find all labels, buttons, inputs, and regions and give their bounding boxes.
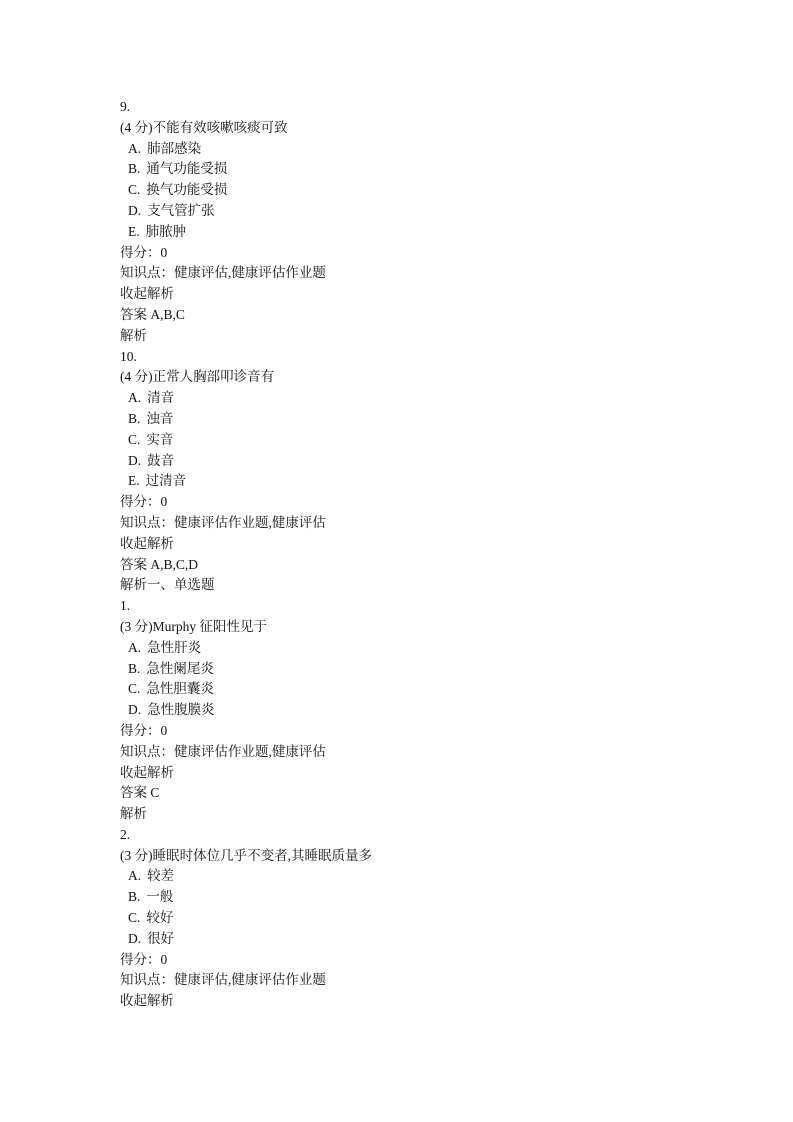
option-text: 急性肝炎 [147,639,202,655]
option-d [120,451,740,472]
option-a [120,638,740,659]
option-text: 急性阑尾炎 [146,660,214,676]
option-letter: D. [128,702,142,718]
option-b [120,409,740,430]
option-text: 鼓音 [147,452,175,468]
option-text: 浊音 [146,410,174,426]
analysis-label: 解析一、单选题 [120,577,215,593]
option-letter: A. [128,140,142,156]
question-number: 9. [120,99,131,114]
option-text: 换气功能受损 [146,182,228,198]
option-c [120,908,740,929]
option-text: 急性腹膜炎 [147,702,215,718]
option-b [120,159,740,180]
option-text: 过清音 [145,473,187,489]
option-letter: B. [128,161,141,177]
option-text: 急性胆囊炎 [146,681,214,697]
option-e [120,471,740,492]
option-letter: A. [128,390,142,406]
collapse-analysis-link[interactable]: 收起解析 [120,764,174,780]
option-text: 肺脓肿 [145,223,187,239]
option-a [120,866,740,887]
collapse-analysis-link[interactable]: 收起解析 [120,535,174,551]
knowledge-point: 知识点：健康评估作业题,健康评估 [120,743,326,759]
option-text: 实音 [146,431,174,447]
question-prompt: (3 分)Murphy 征阳性见于 [120,618,267,634]
answer-text: 答案 C [120,785,160,801]
option-letter: C. [128,910,141,926]
option-letter: D. [128,202,142,218]
option-c [120,679,740,700]
option-letter: E. [128,223,140,239]
option-e [120,222,740,243]
option-c [120,430,740,451]
answer-text: 答案 A,B,C,D [120,556,199,572]
knowledge-point: 知识点：健康评估,健康评估作业题 [120,972,326,988]
question-number: 1. [120,598,131,614]
score-text: 得分：0 [120,722,168,738]
option-letter: C. [128,681,141,697]
option-letter: E. [128,473,140,489]
option-d [120,700,740,721]
answer-text: 答案 A,B,C [120,306,185,322]
option-text: 支气管扩张 [147,202,215,218]
analysis-label: 解析 [120,806,147,822]
option-letter: B. [128,660,141,676]
question-prompt: (4 分)正常人胸部叩诊音有 [120,369,275,385]
option-letter: B. [128,889,141,905]
option-text: 较好 [146,910,174,926]
question-block [120,596,740,825]
option-letter: C. [128,431,141,447]
option-d [120,201,740,222]
option-text: 一般 [146,889,174,905]
score-text: 得分：0 [120,494,168,510]
score-text: 得分：0 [120,951,168,967]
knowledge-point: 知识点：健康评估作业题,健康评估 [120,514,326,530]
option-text: 清音 [147,390,175,406]
option-c [120,180,740,201]
option-b [120,659,740,680]
option-d [120,929,740,950]
option-b [120,887,740,908]
option-letter: D. [128,930,142,946]
option-letter: D. [128,452,142,468]
question-block [120,347,740,597]
analysis-label: 解析 [120,327,147,343]
score-text: 得分：0 [120,244,168,260]
option-text: 肺部感染 [147,140,202,156]
question-prompt: (3 分)睡眠时体位几乎不变者,其睡眠质量多 [120,847,372,863]
option-text: 通气功能受损 [146,161,228,177]
question-number: 10. [120,348,137,364]
collapse-analysis-link[interactable]: 收起解析 [120,286,174,302]
question-prompt: (4 分)不能有效咳嗽咳痰可致 [120,119,288,135]
collapse-analysis-link[interactable]: 收起解析 [120,993,174,1009]
question-list [120,97,740,1012]
question-block [120,825,740,1012]
question-block [120,97,740,347]
option-a [120,388,740,409]
question-number: 2. [120,826,131,842]
option-letter: B. [128,410,141,426]
option-letter: C. [128,182,141,198]
option-letter: A. [128,639,142,655]
option-letter: A. [128,868,142,884]
option-text: 很好 [147,930,175,946]
option-text: 较差 [147,868,175,884]
option-a [120,139,740,160]
knowledge-point: 知识点：健康评估,健康评估作业题 [120,265,326,281]
